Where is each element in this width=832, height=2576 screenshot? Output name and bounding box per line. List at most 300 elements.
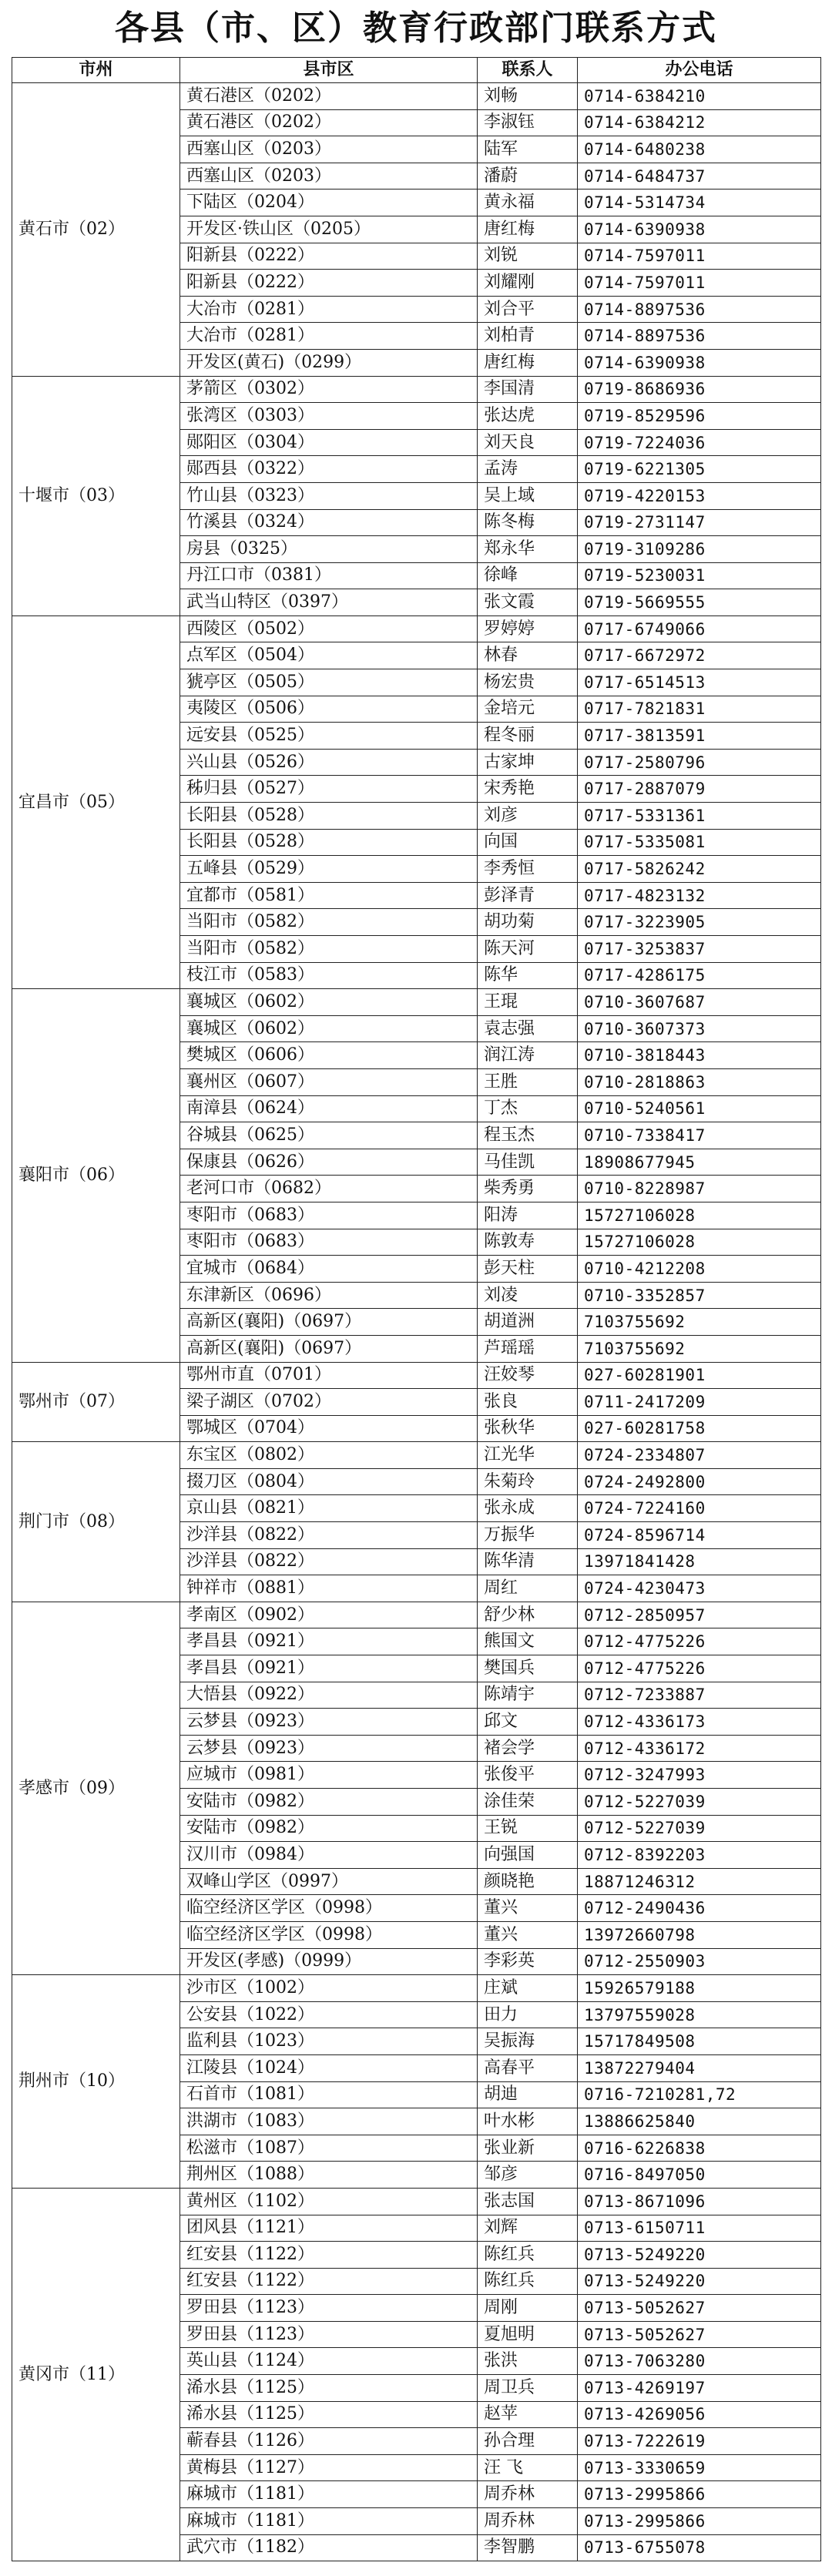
- phone-cell: 0711-2417209: [578, 1389, 821, 1416]
- phone-cell: 15926579188: [578, 1975, 821, 2002]
- district-cell: 孝昌县（0921）: [180, 1628, 478, 1655]
- contact-cell: 张业新: [478, 2135, 578, 2162]
- phone-cell: 0712-8392203: [578, 1842, 821, 1869]
- city-cell: 襄阳市（06）: [12, 989, 180, 1362]
- contact-cell: 马佳凯: [478, 1149, 578, 1176]
- district-cell: 五峰县（0529）: [180, 856, 478, 883]
- phone-cell: 0710-8228987: [578, 1176, 821, 1202]
- contact-cell: 陈华: [478, 962, 578, 989]
- phone-cell: 0717-3813591: [578, 723, 821, 750]
- phone-cell: 0712-3247993: [578, 1762, 821, 1789]
- phone-cell: 13971841428: [578, 1548, 821, 1575]
- phone-cell: 0710-2818863: [578, 1068, 821, 1095]
- phone-cell: 0713-7222619: [578, 2428, 821, 2455]
- district-cell: 东宝区（0802）: [180, 1442, 478, 1469]
- table-row: [12, 83, 821, 110]
- contact-cell: 芦瑶瑶: [478, 1335, 578, 1362]
- phone-cell: 0713-5249220: [578, 2242, 821, 2269]
- district-cell: 谷城县（0625）: [180, 1122, 478, 1149]
- contact-cell: 颜晓艳: [478, 1868, 578, 1895]
- phone-cell: 0713-4269197: [578, 2375, 821, 2402]
- district-cell: 双峰山学区（0997）: [180, 1868, 478, 1895]
- phone-cell: 0714-7597011: [578, 243, 821, 270]
- phone-cell: 15727106028: [578, 1229, 821, 1256]
- phone-cell: 0719-2731147: [578, 509, 821, 536]
- contact-cell: 向国: [478, 829, 578, 856]
- contact-cell: 张俊平: [478, 1762, 578, 1789]
- contact-cell: 程玉杰: [478, 1122, 578, 1149]
- phone-cell: 0710-3352857: [578, 1282, 821, 1309]
- phone-cell: 0719-7224036: [578, 429, 821, 456]
- phone-cell: 0714-6384210: [578, 83, 821, 110]
- phone-cell: 0717-3223905: [578, 909, 821, 936]
- contact-cell: 李淑钰: [478, 109, 578, 136]
- contact-cell: 张洪: [478, 2348, 578, 2375]
- phone-cell: 0712-4336172: [578, 1735, 821, 1762]
- header-phone: 办公电话: [578, 58, 821, 83]
- district-cell: 黄州区（1102）: [180, 2188, 478, 2215]
- contact-cell: 张永成: [478, 1495, 578, 1522]
- district-cell: 丹江口市（0381）: [180, 562, 478, 589]
- district-cell: 郧阳区（0304）: [180, 429, 478, 456]
- district-cell: 东津新区（0696）: [180, 1282, 478, 1309]
- contact-cell: 徐峰: [478, 562, 578, 589]
- phone-cell: 0724-2492800: [578, 1468, 821, 1495]
- city-cell: 黄石市（02）: [12, 83, 180, 377]
- table-row: [12, 1602, 821, 1628]
- district-cell: 黄梅县（1127）: [180, 2454, 478, 2481]
- city-cell: 荆州市（10）: [12, 1975, 180, 2189]
- phone-cell: 0714-5314734: [578, 190, 821, 216]
- contact-cell: 舒少林: [478, 1602, 578, 1628]
- phone-cell: 13797559028: [578, 2001, 821, 2028]
- phone-cell: 027-60281758: [578, 1415, 821, 1442]
- table-row: [12, 1975, 821, 2002]
- district-cell: 下陆区（0204）: [180, 190, 478, 216]
- contact-cell: 樊国兵: [478, 1655, 578, 1682]
- contact-cell: 润江涛: [478, 1042, 578, 1069]
- contact-cell: 周卫兵: [478, 2375, 578, 2402]
- district-cell: 罗田县（1123）: [180, 2295, 478, 2322]
- contact-cell: 庄斌: [478, 1975, 578, 2002]
- phone-cell: 0717-7821831: [578, 696, 821, 723]
- phone-cell: 0724-7224160: [578, 1495, 821, 1522]
- table-row: [12, 1362, 821, 1389]
- contact-cell: 刘耀刚: [478, 270, 578, 297]
- phone-cell: 0713-5052627: [578, 2295, 821, 2322]
- district-cell: 掇刀区（0804）: [180, 1468, 478, 1495]
- district-cell: 枣阳市（0683）: [180, 1229, 478, 1256]
- contact-cell: 周刚: [478, 2295, 578, 2322]
- contact-cell: 汪 飞: [478, 2454, 578, 2481]
- phone-cell: 0719-5230031: [578, 562, 821, 589]
- contact-cell: 金培元: [478, 696, 578, 723]
- phone-cell: 0714-6390938: [578, 349, 821, 376]
- phone-cell: 0714-8897536: [578, 323, 821, 350]
- phone-cell: 0719-6221305: [578, 456, 821, 483]
- contact-cell: 赵苹: [478, 2401, 578, 2428]
- city-cell: 鄂州市（07）: [12, 1362, 180, 1442]
- contact-cell: 罗婷婷: [478, 615, 578, 642]
- contact-cell: 陈天河: [478, 936, 578, 963]
- district-cell: 郧西县（0322）: [180, 456, 478, 483]
- district-cell: 汉川市（0984）: [180, 1842, 478, 1869]
- contact-cell: 王锐: [478, 1815, 578, 1842]
- contact-cell: 柴秀勇: [478, 1176, 578, 1202]
- contact-cell: 张达虎: [478, 403, 578, 430]
- district-cell: 竹溪县（0324）: [180, 509, 478, 536]
- phone-cell: 0714-6384212: [578, 109, 821, 136]
- phone-cell: 0714-6390938: [578, 216, 821, 243]
- district-cell: 团风县（1121）: [180, 2215, 478, 2242]
- district-cell: 远安县（0525）: [180, 723, 478, 750]
- district-cell: 江陵县（1024）: [180, 2054, 478, 2081]
- district-cell: 房县（0325）: [180, 536, 478, 563]
- phone-cell: 0716-8497050: [578, 2162, 821, 2189]
- district-cell: 点军区（0504）: [180, 642, 478, 669]
- contact-cell: 胡迪: [478, 2081, 578, 2108]
- contact-cell: 杨宏贵: [478, 669, 578, 696]
- district-cell: 孝昌县（0921）: [180, 1655, 478, 1682]
- district-cell: 大冶市（0281）: [180, 296, 478, 323]
- contact-cell: 郑永华: [478, 536, 578, 563]
- contact-cell: 周乔林: [478, 2508, 578, 2535]
- phone-cell: 0714-6480238: [578, 136, 821, 163]
- table-row: [12, 989, 821, 1016]
- phone-cell: 13872279404: [578, 2054, 821, 2081]
- district-cell: 浠水县（1125）: [180, 2375, 478, 2402]
- city-cell: 黄冈市（11）: [12, 2188, 180, 2561]
- district-cell: 襄城区（0602）: [180, 989, 478, 1016]
- phone-cell: 0717-4823132: [578, 882, 821, 909]
- contact-cell: 李秀恒: [478, 856, 578, 883]
- contact-cell: 陈华清: [478, 1548, 578, 1575]
- contact-cell: 邹彦: [478, 2162, 578, 2189]
- phone-cell: 0713-4269056: [578, 2401, 821, 2428]
- contact-cell: 阳涛: [478, 1202, 578, 1229]
- phone-cell: 0713-5249220: [578, 2268, 821, 2295]
- contact-cell: 董兴: [478, 1895, 578, 1922]
- district-cell: 西塞山区（0203）: [180, 136, 478, 163]
- district-cell: 石首市（1081）: [180, 2081, 478, 2108]
- district-cell: 公安县（1022）: [180, 2001, 478, 2028]
- table-row: [12, 376, 821, 403]
- phone-cell: 0717-6514513: [578, 669, 821, 696]
- district-cell: 黄石港区（0202）: [180, 83, 478, 110]
- district-cell: 竹山县（0323）: [180, 482, 478, 509]
- phone-cell: 0724-2334807: [578, 1442, 821, 1469]
- contact-cell: 张良: [478, 1389, 578, 1416]
- phone-cell: 0712-4775226: [578, 1655, 821, 1682]
- district-cell: 西塞山区（0203）: [180, 163, 478, 190]
- contact-cell: 李国清: [478, 376, 578, 403]
- district-cell: 洪湖市（1083）: [180, 2108, 478, 2135]
- district-cell: 蕲春县（1126）: [180, 2428, 478, 2455]
- contact-cell: 陈敦寿: [478, 1229, 578, 1256]
- phone-cell: 7103755692: [578, 1335, 821, 1362]
- contact-cell: 褚会学: [478, 1735, 578, 1762]
- phone-cell: 18871246312: [578, 1868, 821, 1895]
- contact-cell: 唐红梅: [478, 349, 578, 376]
- contact-cell: 孙合理: [478, 2428, 578, 2455]
- phone-cell: 0712-2850957: [578, 1602, 821, 1628]
- district-cell: 红安县（1122）: [180, 2268, 478, 2295]
- phone-cell: 0713-8671096: [578, 2188, 821, 2215]
- contact-table: [12, 57, 821, 2561]
- district-cell: 茅箭区（0302）: [180, 376, 478, 403]
- phone-cell: 0712-2550903: [578, 1948, 821, 1975]
- contact-cell: 刘天良: [478, 429, 578, 456]
- contact-cell: 刘辉: [478, 2215, 578, 2242]
- phone-cell: 0710-7338417: [578, 1122, 821, 1149]
- phone-cell: 0716-7210281,72: [578, 2081, 821, 2108]
- district-cell: 京山县（0821）: [180, 1495, 478, 1522]
- district-cell: 麻城市（1181）: [180, 2481, 478, 2508]
- district-cell: 应城市（0981）: [180, 1762, 478, 1789]
- contact-cell: 向强国: [478, 1842, 578, 1869]
- district-cell: 枣阳市（0683）: [180, 1202, 478, 1229]
- contact-cell: 袁志强: [478, 1015, 578, 1042]
- phone-cell: 0717-5331361: [578, 803, 821, 830]
- district-cell: 钟祥市（0881）: [180, 1575, 478, 1602]
- district-cell: 兴山县（0526）: [180, 749, 478, 776]
- table-row: [12, 615, 821, 642]
- phone-cell: 13972660798: [578, 1921, 821, 1948]
- district-cell: 罗田县（1123）: [180, 2321, 478, 2348]
- phone-cell: 0719-8529596: [578, 403, 821, 430]
- contact-cell: 刘彦: [478, 803, 578, 830]
- phone-cell: 0717-2887079: [578, 776, 821, 803]
- contact-cell: 宋秀艳: [478, 776, 578, 803]
- contact-cell: 胡道洲: [478, 1309, 578, 1336]
- contact-cell: 刘凌: [478, 1282, 578, 1309]
- district-cell: 云梦县（0923）: [180, 1735, 478, 1762]
- district-cell: 松滋市（1087）: [180, 2135, 478, 2162]
- city-cell: 十堰市（03）: [12, 376, 180, 615]
- contact-cell: 江光华: [478, 1442, 578, 1469]
- district-cell: 高新区(襄阳)（0697）: [180, 1309, 478, 1336]
- phone-cell: 0714-8897536: [578, 296, 821, 323]
- contact-cell: 陈红兵: [478, 2242, 578, 2269]
- district-cell: 长阳县（0528）: [180, 803, 478, 830]
- contact-cell: 古家坤: [478, 749, 578, 776]
- phone-cell: 7103755692: [578, 1309, 821, 1336]
- district-cell: 鄂州市直（0701）: [180, 1362, 478, 1389]
- district-cell: 宜都市（0581）: [180, 882, 478, 909]
- contact-cell: 陈冬梅: [478, 509, 578, 536]
- district-cell: 沙洋县（0822）: [180, 1522, 478, 1549]
- district-cell: 英山县（1124）: [180, 2348, 478, 2375]
- table-row: [12, 1442, 821, 1469]
- phone-cell: 0712-5227039: [578, 1815, 821, 1842]
- phone-cell: 15727106028: [578, 1202, 821, 1229]
- district-cell: 鄂城区（0704）: [180, 1415, 478, 1442]
- phone-cell: 0710-3818443: [578, 1042, 821, 1069]
- phone-cell: 0710-5240561: [578, 1095, 821, 1122]
- contact-cell: 黄永福: [478, 190, 578, 216]
- contact-cell: 刘柏青: [478, 323, 578, 350]
- district-cell: 麻城市（1181）: [180, 2508, 478, 2535]
- contact-cell: 田力: [478, 2001, 578, 2028]
- contact-cell: 王琨: [478, 989, 578, 1016]
- phone-cell: 13886625840: [578, 2108, 821, 2135]
- district-cell: 阳新县（0222）: [180, 270, 478, 297]
- phone-cell: 0714-6484737: [578, 163, 821, 190]
- phone-cell: 0712-7233887: [578, 1682, 821, 1709]
- table-body: [12, 83, 821, 2561]
- phone-cell: 0717-5826242: [578, 856, 821, 883]
- district-cell: 安陆市（0982）: [180, 1789, 478, 1816]
- district-cell: 保康县（0626）: [180, 1149, 478, 1176]
- phone-cell: 0717-2580796: [578, 749, 821, 776]
- district-cell: 当阳市（0582）: [180, 936, 478, 963]
- page-title: 各县（市、区）教育行政部门联系方式: [115, 8, 717, 48]
- phone-cell: 0717-3253837: [578, 936, 821, 963]
- district-cell: 监利县（1023）: [180, 2028, 478, 2055]
- phone-cell: 0719-4220153: [578, 482, 821, 509]
- contact-cell: 刘合平: [478, 296, 578, 323]
- contact-cell: 王胜: [478, 1068, 578, 1095]
- phone-cell: 0712-5227039: [578, 1789, 821, 1816]
- contact-cell: 李彩英: [478, 1948, 578, 1975]
- phone-cell: 0712-2490436: [578, 1895, 821, 1922]
- contact-cell: 孟涛: [478, 456, 578, 483]
- district-cell: 当阳市（0582）: [180, 909, 478, 936]
- header-contact: 联系人: [478, 58, 578, 83]
- district-cell: 张湾区（0303）: [180, 403, 478, 430]
- district-cell: 阳新县（0222）: [180, 243, 478, 270]
- district-cell: 武穴市（1182）: [180, 2534, 478, 2561]
- phone-cell: 15717849508: [578, 2028, 821, 2055]
- phone-cell: 0713-2995866: [578, 2481, 821, 2508]
- contact-cell: 高春平: [478, 2054, 578, 2081]
- district-cell: 猇亭区（0505）: [180, 669, 478, 696]
- contact-cell: 张志国: [478, 2188, 578, 2215]
- district-cell: 枝江市（0583）: [180, 962, 478, 989]
- contact-cell: 熊国文: [478, 1628, 578, 1655]
- contact-cell: 丁杰: [478, 1095, 578, 1122]
- phone-cell: 0717-6672972: [578, 642, 821, 669]
- phone-cell: 0713-7063280: [578, 2348, 821, 2375]
- phone-cell: 0719-5669555: [578, 589, 821, 616]
- phone-cell: 0712-4336173: [578, 1709, 821, 1736]
- phone-cell: 0717-4286175: [578, 962, 821, 989]
- district-cell: 开发区(黄石)（0299）: [180, 349, 478, 376]
- header-row: [12, 58, 821, 83]
- contact-cell: 潘蔚: [478, 163, 578, 190]
- district-cell: 南漳县（0624）: [180, 1095, 478, 1122]
- contact-cell: 刘锐: [478, 243, 578, 270]
- phone-cell: 0713-2995866: [578, 2508, 821, 2535]
- contact-cell: 李智鹏: [478, 2534, 578, 2561]
- contact-cell: 陆军: [478, 136, 578, 163]
- phone-cell: 0724-4230473: [578, 1575, 821, 1602]
- district-cell: 襄城区（0602）: [180, 1015, 478, 1042]
- contact-cell: 叶水彬: [478, 2108, 578, 2135]
- contact-cell: 周红: [478, 1575, 578, 1602]
- phone-cell: 0719-3109286: [578, 536, 821, 563]
- city-cell: 孝感市（09）: [12, 1602, 180, 1974]
- contact-cell: 吴上域: [478, 482, 578, 509]
- phone-cell: 0713-6150711: [578, 2215, 821, 2242]
- district-cell: 孝南区（0902）: [180, 1602, 478, 1628]
- district-cell: 梁子湖区（0702）: [180, 1389, 478, 1416]
- phone-cell: 0710-3607373: [578, 1015, 821, 1042]
- header-city: 市州: [12, 58, 180, 83]
- city-cell: 宜昌市（05）: [12, 615, 180, 988]
- contact-cell: 彭天柱: [478, 1256, 578, 1283]
- contact-cell: 汪姣琴: [478, 1362, 578, 1389]
- district-cell: 秭归县（0527）: [180, 776, 478, 803]
- phone-cell: 0713-6755078: [578, 2534, 821, 2561]
- district-cell: 开发区(孝感)（0999）: [180, 1948, 478, 1975]
- phone-cell: 0713-5052627: [578, 2321, 821, 2348]
- contact-cell: 程冬丽: [478, 723, 578, 750]
- district-cell: 樊城区（0606）: [180, 1042, 478, 1069]
- contact-cell: 彭泽青: [478, 882, 578, 909]
- phone-cell: 0717-6749066: [578, 615, 821, 642]
- phone-cell: 0714-7597011: [578, 270, 821, 297]
- contact-cell: 刘畅: [478, 83, 578, 110]
- district-cell: 安陆市（0982）: [180, 1815, 478, 1842]
- district-cell: 红安县（1122）: [180, 2242, 478, 2269]
- phone-cell: 0719-8686936: [578, 376, 821, 403]
- district-cell: 大悟县（0922）: [180, 1682, 478, 1709]
- phone-cell: 0716-6226838: [578, 2135, 821, 2162]
- phone-cell: 0717-5335081: [578, 829, 821, 856]
- contact-cell: 万振华: [478, 1522, 578, 1549]
- contact-cell: 胡功菊: [478, 909, 578, 936]
- contact-cell: 林春: [478, 642, 578, 669]
- contact-cell: 张秋华: [478, 1415, 578, 1442]
- phone-cell: 0713-3330659: [578, 2454, 821, 2481]
- phone-cell: 18908677945: [578, 1149, 821, 1176]
- district-cell: 黄石港区（0202）: [180, 109, 478, 136]
- district-cell: 沙市区（1002）: [180, 1975, 478, 2002]
- city-cell: 荆门市（08）: [12, 1442, 180, 1602]
- district-cell: 长阳县（0528）: [180, 829, 478, 856]
- contact-cell: 朱菊玲: [478, 1468, 578, 1495]
- contact-cell: 周乔林: [478, 2481, 578, 2508]
- district-cell: 武当山特区（0397）: [180, 589, 478, 616]
- contact-cell: 吴振海: [478, 2028, 578, 2055]
- district-cell: 老河口市（0682）: [180, 1176, 478, 1202]
- district-cell: 大冶市（0281）: [180, 323, 478, 350]
- phone-cell: 0724-8596714: [578, 1522, 821, 1549]
- district-cell: 临空经济区学区（0998）: [180, 1921, 478, 1948]
- district-cell: 云梦县（0923）: [180, 1709, 478, 1736]
- contact-cell: 邱文: [478, 1709, 578, 1736]
- district-cell: 开发区·铁山区（0205）: [180, 216, 478, 243]
- district-cell: 浠水县（1125）: [180, 2401, 478, 2428]
- district-cell: 夷陵区（0506）: [180, 696, 478, 723]
- phone-cell: 0710-3607687: [578, 989, 821, 1016]
- phone-cell: 0712-4775226: [578, 1628, 821, 1655]
- contact-cell: 唐红梅: [478, 216, 578, 243]
- contact-cell: 夏旭明: [478, 2321, 578, 2348]
- district-cell: 襄州区（0607）: [180, 1068, 478, 1095]
- header-district: 县市区: [180, 58, 478, 83]
- district-cell: 临空经济区学区（0998）: [180, 1895, 478, 1922]
- district-cell: 西陵区（0502）: [180, 615, 478, 642]
- contact-cell: 陈靖宇: [478, 1682, 578, 1709]
- table-row: [12, 2188, 821, 2215]
- contact-cell: 张文霞: [478, 589, 578, 616]
- district-cell: 荆州区（1088）: [180, 2162, 478, 2189]
- contact-cell: 涂佳荣: [478, 1789, 578, 1816]
- phone-cell: 0710-4212208: [578, 1256, 821, 1283]
- contact-cell: 董兴: [478, 1921, 578, 1948]
